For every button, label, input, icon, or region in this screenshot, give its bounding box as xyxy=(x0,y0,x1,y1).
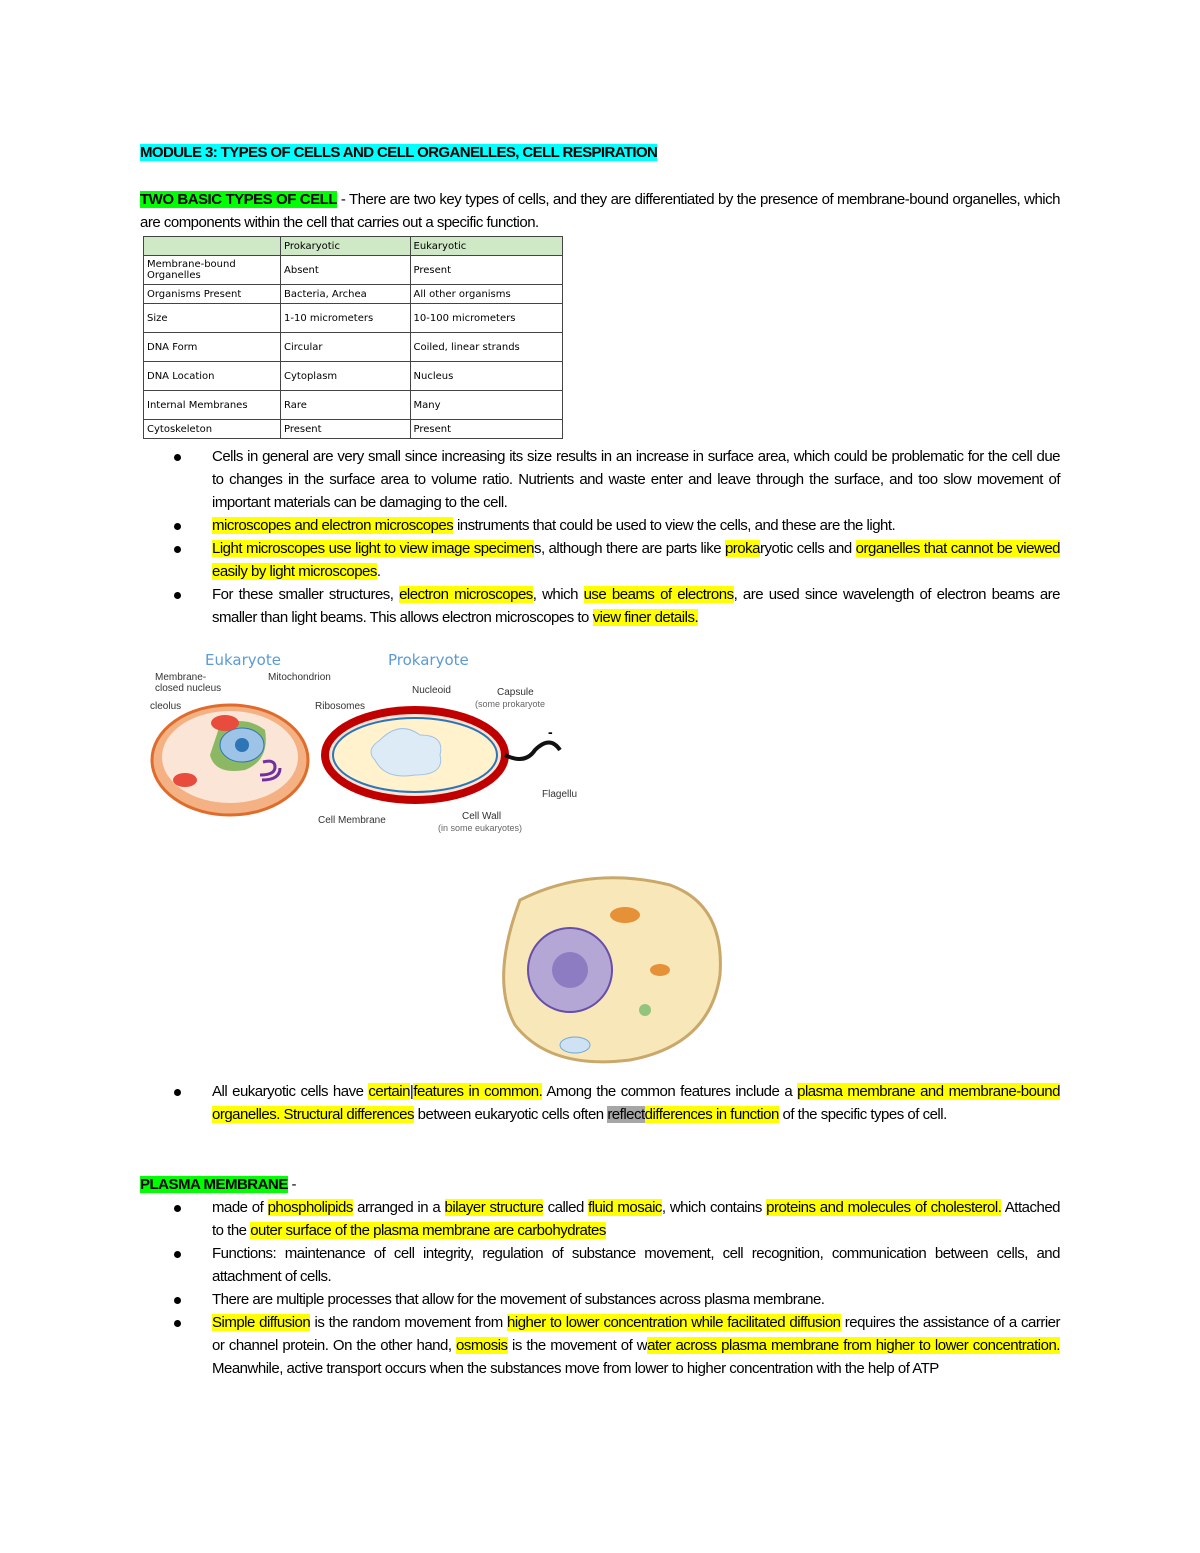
label-nucleolus: cleolus xyxy=(150,701,182,712)
table-cell: Absent xyxy=(281,256,411,285)
table-cell-label: Organisms Present xyxy=(144,285,281,304)
bullet-text: Functions: maintenance of cell integrity, regulation of substance movement, cell recognition, communication between cells, and attachment of cells. xyxy=(212,1245,1060,1285)
animal-cell-figure xyxy=(460,860,735,1070)
bullet-icon xyxy=(174,546,181,553)
highlight: use beams of electrons xyxy=(583,586,734,603)
plasma-heading-text: PLASMA MEMBRANE xyxy=(140,1176,288,1193)
stray-dash: - xyxy=(548,724,553,740)
table-cell: Present xyxy=(410,420,562,439)
bullet-text: . xyxy=(376,563,381,580)
table-cell-label: Membrane-bound Organelles xyxy=(144,256,281,285)
highlight: fluid mosaic xyxy=(588,1199,662,1216)
label-mitochondrion: Mitochondrion xyxy=(268,672,331,683)
list-item xyxy=(170,1242,1060,1288)
bullet-text: made of xyxy=(212,1199,268,1216)
plasma-bullets xyxy=(170,1196,1060,1380)
list-item xyxy=(170,537,1060,583)
label-ribosomes: Ribosomes xyxy=(315,701,366,712)
bullet-text: instruments that could be used to view the cells, and these are the light. xyxy=(453,517,896,534)
list-item xyxy=(170,1288,1060,1311)
highlight: osmosis xyxy=(456,1337,508,1354)
highlight: view finer details. xyxy=(592,609,699,626)
label-membrane-nucleus-2: closed nucleus xyxy=(155,683,222,694)
bullet-icon xyxy=(174,1297,181,1304)
list-item xyxy=(170,1196,1060,1242)
bullet-icon xyxy=(174,592,181,599)
table-cell: Nucleus xyxy=(410,362,562,391)
bullet-text: , are used since wavelength of electron beams are smaller than light beams. This allows electron microscopes to xyxy=(212,586,1060,626)
nucleolus-shape xyxy=(235,738,249,752)
bullet-icon xyxy=(174,1205,181,1212)
table-header-blank xyxy=(144,237,281,256)
highlight: outer surface of the plasma membrane are carbohydrates xyxy=(250,1222,606,1239)
table-header-prokaryotic: Prokaryotic xyxy=(281,237,411,256)
mitochondrion-shape xyxy=(650,964,670,976)
list-item xyxy=(170,514,1060,537)
label-membrane-nucleus-1: Membrane- xyxy=(155,672,207,683)
label-capsule-note: (some prokaryote xyxy=(475,699,546,709)
highlight: organelles that cannot be viewed easily by light microscopes xyxy=(212,540,1061,580)
bullet-text: s, although there are parts like xyxy=(533,540,725,557)
bullet-text: Among the common features include a xyxy=(542,1083,798,1100)
bullet-text: Cells in general are very small since increasing its size results in an increase in surface area, which could be problematic for the cell due to changes in the surface area to volume ratio. Nutrients and waste enter and leave through the surface, and too slow movement of important materials can be damaging to the cell. xyxy=(212,448,1060,511)
eukaryote-prokaryote-figure xyxy=(150,645,578,840)
bullet-icon xyxy=(174,1320,181,1327)
bullet-text: , which contains xyxy=(661,1199,767,1216)
highlight: phospholipids xyxy=(267,1199,353,1216)
bullet-text: There are multiple processes that allow for the movement of substances across plasma membrane. xyxy=(212,1291,825,1308)
highlight: ater across plasma membrane from higher to lower concentration. xyxy=(647,1337,1060,1354)
table-cell: Circular xyxy=(281,333,411,362)
table-cell-label: DNA Location xyxy=(144,362,281,391)
bullet-text: All eukaryotic cells have xyxy=(212,1083,369,1100)
table-row xyxy=(144,362,563,391)
intro-text: - There are two key types of cells, and they are differentiated by the presence of membrane-bound organelles, which are components within the cell that carries out a specific function. xyxy=(140,191,1060,231)
table-cell: Coiled, linear strands xyxy=(410,333,562,362)
table-cell: Cytoplasm xyxy=(281,362,411,391)
table-cell: Bacteria, Archea xyxy=(281,285,411,304)
bullet-text: is the movement of w xyxy=(507,1337,648,1354)
highlight: plasma membrane and membrane-bound organelles. Structural differences xyxy=(212,1083,1060,1123)
eukaryote-bullets xyxy=(170,1080,1060,1126)
highlight: differences in function xyxy=(644,1106,779,1123)
highlight: features in common. xyxy=(413,1083,543,1100)
table-row xyxy=(144,256,563,285)
plasma-membrane-heading xyxy=(140,1173,1060,1196)
mitochondrion-shape xyxy=(610,907,640,923)
table-row xyxy=(144,333,563,362)
bullet-icon xyxy=(174,523,181,530)
bullet-text: requires the assistance of a carrier or channel protein. On the other hand, xyxy=(212,1314,1060,1354)
bullet-icon xyxy=(174,1251,181,1258)
intro-heading: TWO BASIC TYPES OF CELL xyxy=(140,191,337,208)
cell-comparison-table xyxy=(143,236,563,439)
nucleolus-shape xyxy=(552,952,588,988)
label-cell-membrane: Cell Membrane xyxy=(318,815,386,826)
highlight: proteins and molecules of cholesterol. xyxy=(766,1199,1002,1216)
table-cell: Many xyxy=(410,391,562,420)
table-row xyxy=(144,420,563,439)
table-cell-label: Internal Membranes xyxy=(144,391,281,420)
vacuole-shape xyxy=(560,1037,590,1053)
table-header-eukaryotic: Eukaryotic xyxy=(410,237,562,256)
label-cell-wall: Cell Wall xyxy=(462,811,502,822)
label-capsule: Capsule xyxy=(497,687,534,698)
cell-bullets xyxy=(170,445,1060,629)
module-title-text: MODULE 3: TYPES OF CELLS AND CELL ORGANELLES, CELL RESPIRATION xyxy=(140,144,658,161)
table-cell: Rare xyxy=(281,391,411,420)
table-cell-label: Size xyxy=(144,304,281,333)
lysosome-shape xyxy=(639,1004,651,1016)
list-item: All eukaryotic cells have certain|features in common. Among the common features include a plasma membrane and membrane-bound organelles. Structural differences between eukaryotic cells often reflectdifferences in function of the specific types of cell. xyxy=(170,1080,1060,1126)
bullet-text: between eukaryotic cells often xyxy=(414,1106,608,1123)
list-item xyxy=(170,445,1060,514)
table-cell-label: Cytoskeleton xyxy=(144,420,281,439)
highlight: higher to lower concentration while facilitated diffusion xyxy=(507,1314,841,1331)
mitochondrion-shape xyxy=(211,715,239,731)
table-row xyxy=(144,285,563,304)
highlight: Simple diffusion xyxy=(212,1314,311,1331)
bullet-icon xyxy=(174,1089,181,1096)
plasma-heading-tail: - xyxy=(287,1176,296,1193)
intro-paragraph xyxy=(140,188,1060,234)
bullet-text: Attached to the xyxy=(212,1199,1061,1239)
bullet-text: called xyxy=(543,1199,589,1216)
table-cell: Present xyxy=(281,420,411,439)
bullet-text: For these smaller structures, xyxy=(212,586,400,603)
table-cell: 1-10 micrometers xyxy=(281,304,411,333)
table-cell: 10-100 micrometers xyxy=(410,304,562,333)
highlight: Light microscopes use light to view image specimen xyxy=(212,540,534,557)
bullet-icon xyxy=(174,454,181,461)
highlight-gray: reflect xyxy=(607,1106,645,1123)
table-row xyxy=(144,391,563,420)
highlight: microscopes and electron microscopes xyxy=(212,517,454,534)
module-title xyxy=(140,143,657,163)
label-nucleoid: Nucleoid xyxy=(412,685,451,696)
bullet-text: , which xyxy=(532,586,584,603)
table-header-row xyxy=(144,237,563,256)
highlight: proka xyxy=(724,540,760,557)
highlight: certain xyxy=(368,1083,410,1100)
bullet-text: is the random movement from xyxy=(310,1314,508,1331)
bullet-text: arranged in a xyxy=(352,1199,445,1216)
eukaryote-title: Eukaryote xyxy=(205,651,281,669)
highlight: bilayer structure xyxy=(444,1199,544,1216)
flagellum-shape xyxy=(505,743,560,760)
bullet-text: ryotic cells and xyxy=(760,540,856,557)
label-cell-wall-note: (in some eukaryotes) xyxy=(438,823,523,833)
prokaryote-title: Prokaryote xyxy=(388,651,469,669)
list-item xyxy=(170,1311,1060,1380)
table-cell: Present xyxy=(410,256,562,285)
table-cell: All other organisms xyxy=(410,285,562,304)
table-cell-label: DNA Form xyxy=(144,333,281,362)
mitochondrion-shape xyxy=(173,773,197,787)
label-flagellum: Flagellu xyxy=(542,789,578,800)
highlight: electron microscopes xyxy=(399,586,533,603)
bullet-text: of the specific types of cell. xyxy=(778,1106,947,1123)
table-row xyxy=(144,304,563,333)
list-item xyxy=(170,583,1060,629)
bullet-text: Meanwhile, active transport occurs when the substances move from lower to higher concentration with the help of ATP xyxy=(212,1360,939,1377)
